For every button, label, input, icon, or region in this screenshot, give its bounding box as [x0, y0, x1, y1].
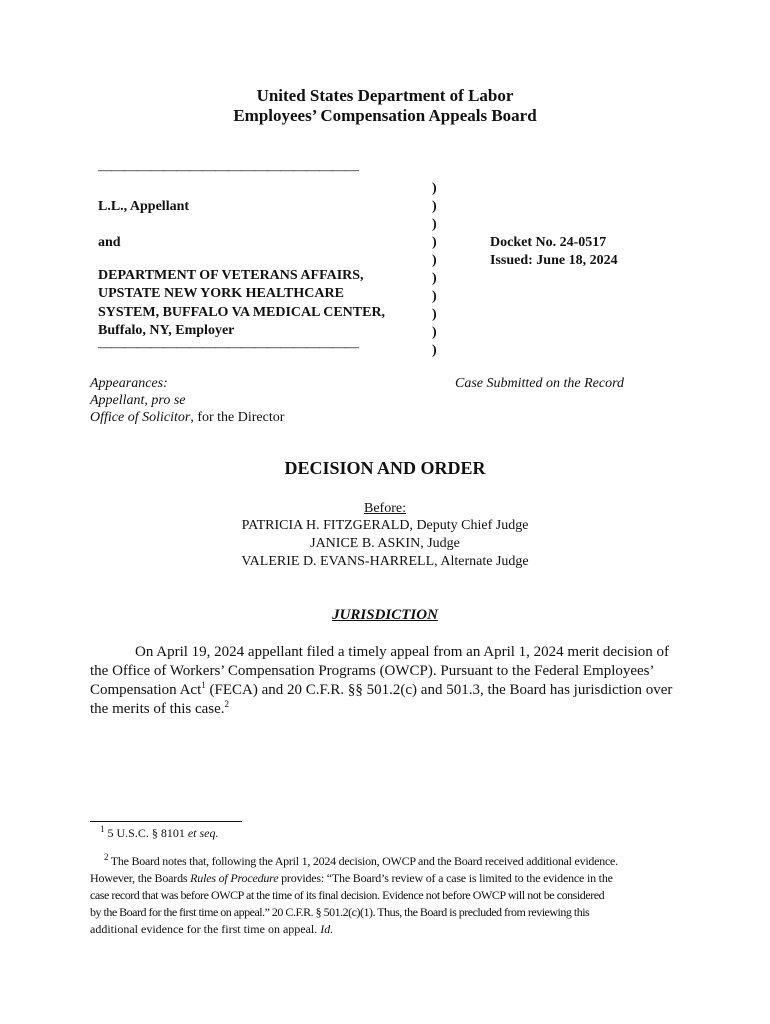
solicitor-office: Office of Solicitor [90, 410, 191, 425]
judge-1: PATRICIA H. FITZGERALD, Deputy Chief Judge [241, 518, 529, 533]
text-segment: Rules of Procedure [190, 871, 279, 885]
appellant-name: L.L., Appellant [98, 199, 190, 214]
text-segment: additional evidence for the first time on appeal. [90, 922, 321, 936]
paren: ) [432, 343, 437, 358]
board-title: Employees’ Compensation Appeals Board [233, 106, 537, 125]
text-segment: Compensation Act [90, 682, 202, 698]
judge-3: VALERIE D. EVANS-HARRELL, Alternate Judge [241, 554, 529, 569]
footnote-separator [90, 821, 242, 822]
footnote-number: 1 [100, 824, 105, 834]
case-submitted-note: Case Submitted on the Record [455, 376, 625, 391]
paren: ) [432, 325, 437, 340]
footnote-2-line-2 [90, 870, 682, 887]
paren: ) [432, 181, 437, 196]
jurisdiction-line-1: On April 19, 2024 appellant filed a timely appeal from an April 1, 2024 merit decision of [135, 644, 670, 660]
employer-line-3: SYSTEM, BUFFALO VA MEDICAL CENTER, [98, 305, 386, 320]
footnote-2-line-4: by the Board for the first time on appeal.” 20 C.F.R. § 501.2(c)(1). Thus, the Board is precluded from reviewing this [90, 905, 590, 919]
footnote-ref-2[interactable]: 2 [224, 699, 230, 709]
judge-2: JANICE B. ASKIN, Judge [310, 536, 460, 551]
agency-title: United States Department of Labor [256, 86, 514, 105]
text-segment: 5 U.S.C. § 8101 [107, 826, 188, 840]
text-segment: the merits of this case. [90, 701, 225, 717]
footnote-1 [100, 825, 219, 842]
appearances-label: Appearances: [90, 376, 168, 391]
jurisdiction-line-3 [90, 681, 680, 701]
text-segment: Id. [320, 922, 334, 936]
solicitor-role: , for the Director [190, 410, 285, 425]
footnote-number: 2 [104, 852, 109, 862]
text-segment: The Board notes that, following the April 1, 2024 decision, OWCP and the Board received additional evidence. [110, 854, 618, 868]
before-label: Before: [364, 501, 406, 516]
jurisdiction-line-4 [90, 700, 229, 720]
footnote-ref-1[interactable]: 1 [201, 680, 206, 690]
footnote-2-line-3: case record that was before OWCP at the time of its final decision. Evidence not before OWCP will not be considered [90, 888, 605, 902]
text-segment: (FECA) and 20 C.F.R. §§ 501.2(c) and 501.3, the Board has jurisdiction over [205, 682, 673, 698]
paren: ) [432, 253, 437, 268]
employer-line-1: DEPARTMENT OF VETERANS AFFAIRS, [98, 268, 364, 283]
appellant-appearance: Appellant, pro se [90, 393, 186, 408]
text-segment: provides: “The Board’s review of a case is limited to the evidence in the [278, 871, 613, 885]
docket-number: Docket No. 24-0517 [490, 235, 607, 250]
jurisdiction-heading: JURISDICTION [332, 607, 438, 623]
solicitor-appearance [90, 410, 284, 426]
paren: ) [432, 235, 437, 250]
caption-top-rule: ———————————————————— [98, 163, 358, 178]
jurisdiction-line-2: the Office of Workers’ Compensation Programs (OWCP). Pursuant to the Federal Employees’ [90, 663, 655, 679]
issued-date: Issued: June 18, 2024 [490, 253, 618, 268]
caption-parens [432, 180, 437, 360]
caption-bottom-rule: ———————————————————— [98, 340, 358, 355]
footnote-2-line-1 [90, 853, 682, 870]
paren: ) [432, 199, 437, 214]
footnote-2 [90, 853, 682, 938]
paren: ) [432, 307, 437, 322]
footnote-2-line-5 [90, 921, 682, 938]
paren: ) [432, 271, 437, 286]
text-segment: However, the Boards [90, 871, 191, 885]
decision-title: DECISION AND ORDER [284, 458, 486, 478]
caption-and: and [98, 235, 121, 250]
paren: ) [432, 289, 437, 304]
employer-line-4: Buffalo, NY, Employer [98, 323, 235, 338]
employer-line-2: UPSTATE NEW YORK HEALTHCARE [98, 286, 344, 301]
paren: ) [432, 217, 437, 232]
text-segment: et seq. [187, 826, 219, 840]
